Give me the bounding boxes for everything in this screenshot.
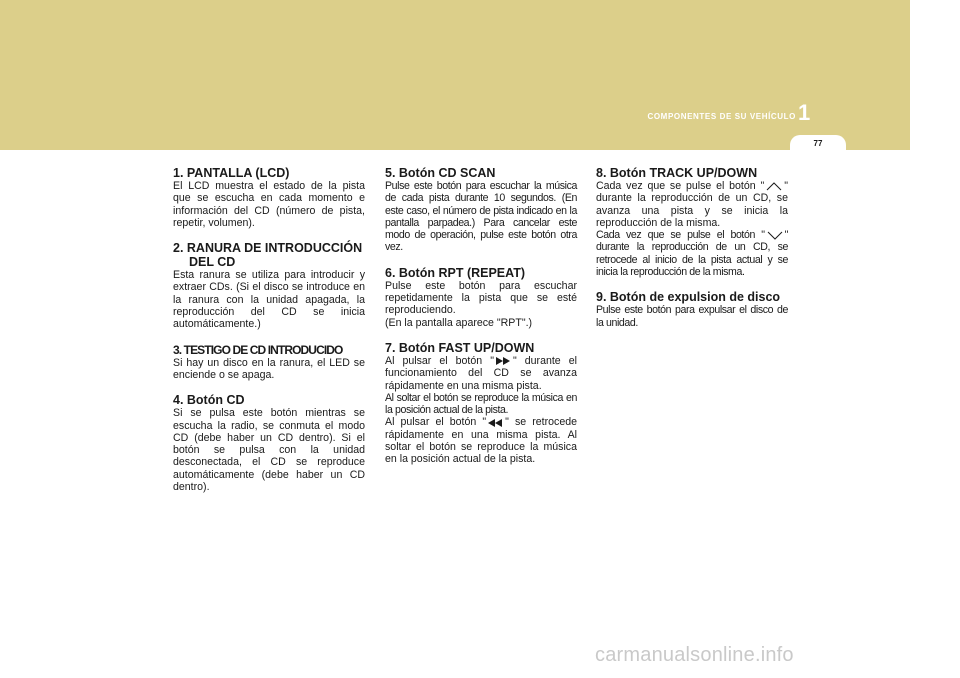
section-title: 3. TESTIGO DE CD INTRODUCIDO [173,342,343,357]
column-1 [173,166,365,505]
section-title-line-1: 2. RANURA DE INTRODUCCIÓN [173,241,363,256]
section-body: Si se pulsa este botón mientras se escucha la radio, se conmuta el modo CD (debe haber un CD dentro). Si el botón se pulsa con la unidad desconectada, el CD se reproduce automáticamente (debe haber un CD dentro). [173,407,365,494]
section-cd-button [173,393,365,493]
text-fragment: " se retrocede rápidamente en una misma pista. Al soltar el botón se reproduce la música en la posición actual de la pista. [385,416,577,466]
section-title: 8. Botón TRACK UP/DOWN [596,166,758,180]
section-paragraph-3 [385,416,577,465]
text-fragment: " durante el funcionamiento del CD se avanza rápidamente en una misma pista. [385,354,577,392]
section-cd-scan [385,166,577,254]
section-title: 4. Botón CD [173,393,245,408]
section-body: Pulse este botón para escuchar la música de cada pista durante 10 segundos. (En este caso, el número de pista indicado en la pantalla parpadea.) Para cancelar este modo de operación, pulse este botón otra vez. [385,180,577,254]
section-title: 7. Botón FAST UP/DOWN [385,340,535,355]
section-fast-up-down [385,341,577,466]
text-fragment: Al pulsar el botón " [385,354,494,367]
chevron-down-icon [767,229,783,241]
text-fragment: Cada vez que se pulse el botón " [596,229,765,242]
section-cd-led [173,343,365,382]
text-fragment: Cada vez que se pulse el botón " [596,180,765,192]
page-number: 77 [813,139,823,148]
watermark: carmanualsonline.info [595,644,794,666]
text-fragment: " durante la reproducción de un CD, se avanza una pista y se inicia la reproducción de la misma. [596,180,788,229]
section-cd-slot [173,241,365,330]
chapter-title: COMPONENTES DE SU VEHÍCULO [647,112,796,121]
section-body: Esta ranura se utiliza para introducir y extraer CDs. (Si el disco se introduce en la ranura con la unidad apagada, la reproducción del CD se inicia automáticamente.) [173,269,365,331]
section-lcd [173,166,365,229]
section-body: Si hay un disco en la ranura, el LED se enciende o se apaga. [173,356,365,381]
section-title: 5. Botón CD SCAN [385,166,496,180]
section-paragraph-1 [596,180,788,229]
section-body: Pulse este botón para escuchar repetidamente la pista que se esté reproduciendo. [385,279,577,317]
section-title: 6. Botón RPT (REPEAT) [385,265,526,280]
text-fragment: " durante la reproducción de un CD, se retrocede al inicio de la pista actual y se inicia la reproducción de la misma. [596,229,788,279]
section-body: El LCD muestra el estado de la pista que se escucha en cada momento e información del CD (número de pista, repetir, volumen). [173,180,365,229]
column-3 [596,166,788,341]
section-paragraph-2 [596,229,788,278]
section-body: Pulse este botón para expulsar el disco de la unidad. [596,304,788,329]
rewind-icon [488,416,503,428]
section-note: (En la pantalla aparece "RPT".) [385,316,533,329]
text-fragment: Al pulsar el botón " [385,416,487,429]
header-band [0,0,910,150]
column-2 [385,166,577,478]
section-title-line-2: DEL CD [189,255,236,270]
section-title: 1. PANTALLA (LCD) [173,166,290,180]
section-paragraph-2: Al soltar el botón se reproduce la música en la posición actual de la pista. [385,391,577,417]
fast-forward-icon [496,355,511,367]
section-title [173,241,365,269]
section-title: 9. Botón de expulsion de disco [596,290,781,305]
section-paragraph-1 [385,355,577,392]
chevron-up-icon [766,180,782,192]
section-rpt [385,266,577,329]
section-eject [596,290,788,329]
chapter-number: 1 [798,100,811,125]
section-track-up-down [596,166,788,278]
